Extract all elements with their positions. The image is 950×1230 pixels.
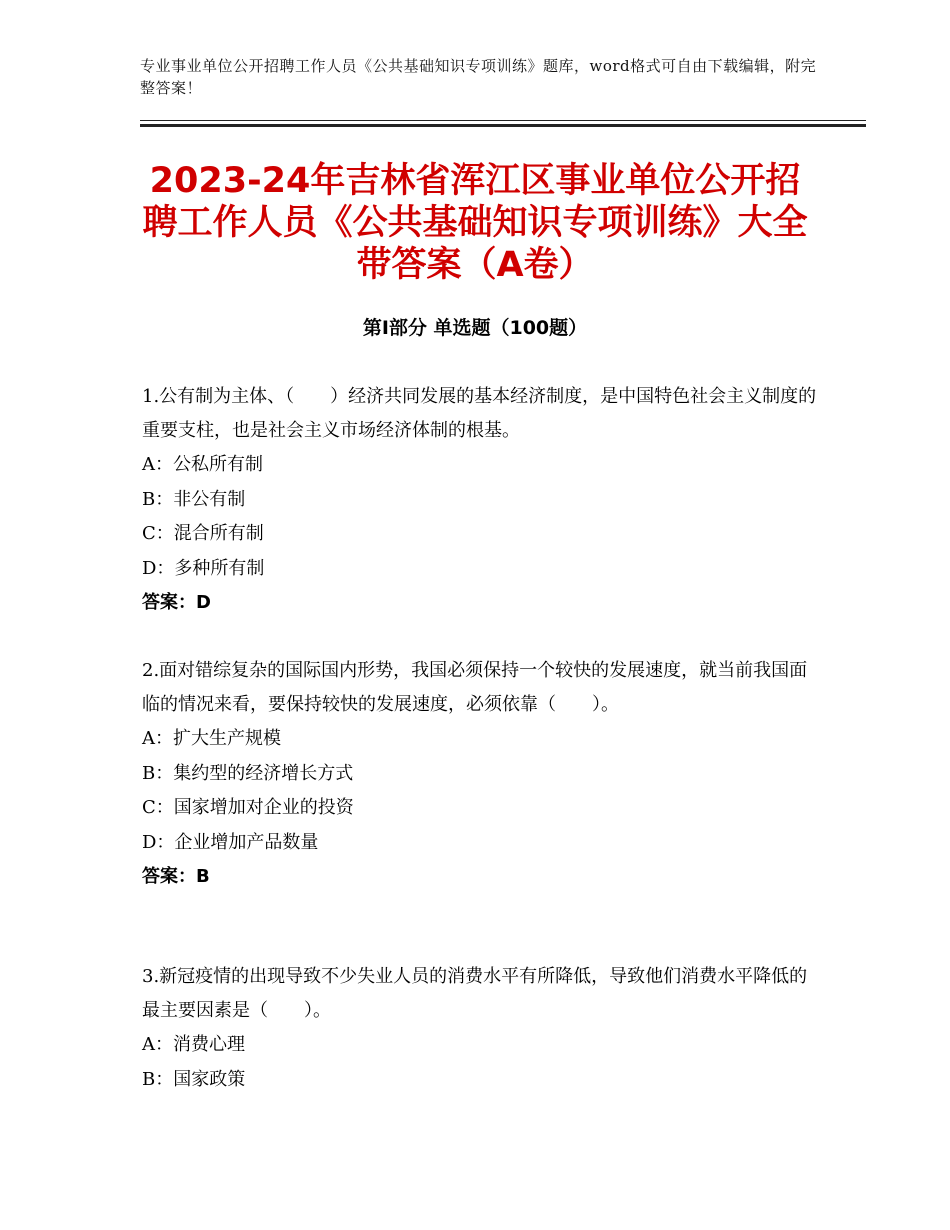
option-d: D：多种所有制 <box>142 557 265 579</box>
question-block <box>142 654 822 894</box>
option-a: A：公私所有制 <box>142 454 263 475</box>
document-title: 2023-24年吉林省浑江区事业单位公开招聘工作人员《公共基础知识专项训练》大全带答案（A卷） <box>142 161 808 285</box>
question-stem: 1.公有制为主体、（ ）经济共同发展的基本经济制度，是中国特色社会主义制度的重要支柱，也是社会主义市场经济体制的根基。 <box>142 386 817 441</box>
option-a: A：消费心理 <box>142 1034 245 1055</box>
option-b: B：集约型的经济增长方式 <box>142 762 354 784</box>
header-note: 专业事业单位公开招聘工作人员《公共基础知识专项训练》题库，word格式可自由下载编辑，附完整答案！ <box>140 57 817 97</box>
option-a: A：扩大生产规模 <box>142 728 281 749</box>
answer: 答案：D <box>142 592 211 613</box>
option-b: B：非公有制 <box>142 488 246 510</box>
option-c: C：混合所有制 <box>142 523 264 544</box>
answer: 答案：B <box>142 866 210 887</box>
question-stem: 3.新冠疫情的出现导致不少失业人员的消费水平有所降低，导致他们消费水平降低的最主要因素是（ ）。 <box>142 966 808 1021</box>
question-block <box>142 960 822 1097</box>
option-c: C：国家增加对企业的投资 <box>142 797 354 818</box>
question-stem: 2.面对错综复杂的国际国内形势，我国必须保持一个较快的发展速度，就当前我国面临的情况来看，要保持较快的发展速度，必须依靠（ ）。 <box>142 660 808 715</box>
section-heading: 第Ⅰ部分 单选题（100题） <box>362 317 588 339</box>
option-d: D：企业增加产品数量 <box>142 831 319 853</box>
question-block <box>142 380 822 620</box>
header-divider-thick <box>140 124 866 127</box>
header-divider-thin <box>140 120 866 121</box>
option-b: B：国家政策 <box>142 1068 246 1090</box>
